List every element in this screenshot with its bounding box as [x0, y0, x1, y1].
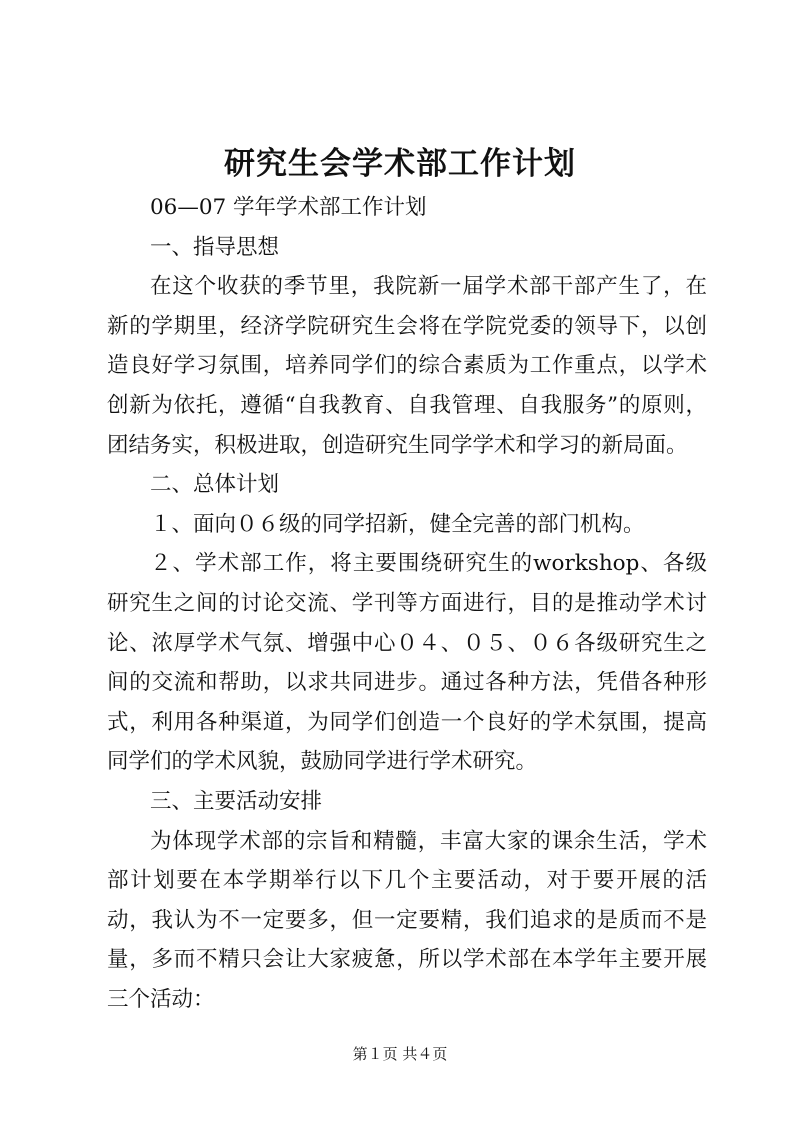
section-heading-guiding-thought: 一、指导思想: [150, 234, 280, 260]
paragraph-subtitle: 06—07 学年学术部工作计划: [150, 195, 427, 220]
document-body: [107, 188, 707, 1019]
section-heading-overall-plan: 二、总体计划: [150, 472, 280, 498]
paragraph-guiding-thought: 在这个收获的季节里，我院新一届学术部干部产生了，在新的学期里，经济学院研究生会将在学院党委的领导下，以创造良好学习氛围，培养同学们的综合素质为工作重点，以学术创新为依托，遵循“自我教育、自我管理、自我服务”的原则，团结务实，积极进取，创造研究生同学学术和学习的新局面。: [107, 274, 707, 458]
page-number-footer: 第１页 共４页: [352, 1045, 448, 1063]
paragraph-plan-item-2: ２、学术部工作，将主要围绕研究生的workshop、各级研究生之间的讨论交流、学刊等方面进行，目的是推动学术讨论、浓厚学术气氛、增强中心０４、０５、０６各级研究生之间的交流和帮助，以求共同进步。通过各种方法，凭借各种形式，利用各种渠道，为同学们创造一个良好的学术氛围，提高同学们的学术风貌，鼓励同学进行学术研究。: [107, 551, 707, 775]
paragraph-plan-item-1: １、面向０６级的同学招新，健全完善的部门机构。: [150, 511, 645, 537]
section-heading-activities: 三、主要活动安排: [150, 788, 323, 814]
document-title: 研究生会学术部工作计划: [224, 146, 576, 182]
paragraph-activities: 为体现学术部的宗旨和精髓，丰富大家的课余生活，学术部计划要在本学期举行以下几个主要活动，对于要开展的活动，我认为不一定要多，但一定要精，我们追求的是质而不是量，多而不精只会让大家疲惫，所以学术部在本学年主要开展三个活动：: [107, 828, 707, 1012]
